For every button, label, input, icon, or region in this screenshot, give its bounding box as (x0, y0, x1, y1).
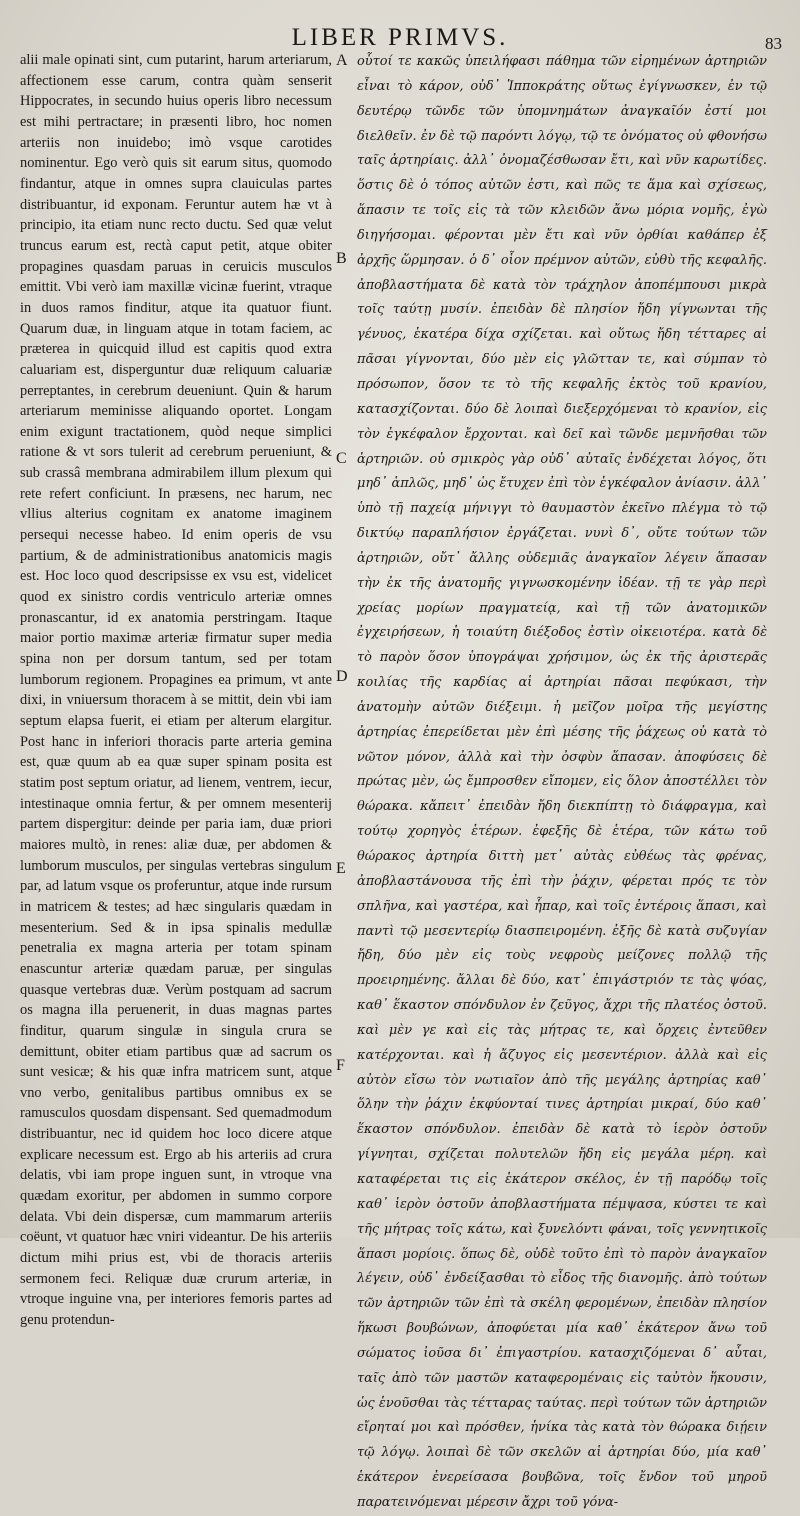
section-marker-a: A (336, 52, 348, 69)
page-number: 83 (765, 34, 782, 53)
greek-text: οὗτοί τε κακῶς ὑπειλήφασι πάθημα τῶν εἰρημένων ἀρτηριῶν εἶναι τὸ κάρον, οὐδ᾽ Ἱπποκράτης οὕτως ἐγίγνωσκεν, ἐν τῷ δευτέρῳ τῶνδε τῶν ὑπομνημάτων ἀναγκαῖόν ἐστί μοι διελθεῖν. ἐν δὲ τῷ παρόντι λόγῳ, τῷ τε ὀνόματος οὐ φθονήσω ταῖς ἀρτηρίαις. ἀλλ᾽ ὀνομαζέσθωσαν ἔτι, καὶ νῦν καρωτίδες. ὅστις δὲ ὁ τόπος αὐτῶν ἐστι, καὶ πῶς τε ἅμα καὶ σχίσεως, ἅπασιν τε τοῖς εἰς τὰ τῶν κλειδῶν ἄνω μόρια νομῆς, ἐγὼ διηγήσομαι. φέρονται μὲν ἔτι καὶ νῦν ὀρθίαι καθάπερ ἐξ ἀρχῆς ὥρμησαν. ὁ δ᾽ οἷον πρέμνον αὐτῶν, εὐθὺ τῆς κεφαλῆς. ἀποβλαστήματα δὲ κατὰ τὸν τράχηλον ἀποπέμπουσι μικρὰ τοῖς ταύτῃ μυσίν. ἐπειδὰν δὲ πλησίον ἤδη γίγνωνται τῆς γένυος, ἑκατέρα δίχα σχίζεται. καὶ οὕτως ἤδη τέτταρες αἱ πᾶσαι γίγνονται, δύο μὲν εἰς γλῶτταν τε, καὶ σύμπαν τὸ πρόσωπον, ὅσον τε τὸ τῆς κεφαλῆς ἐκτὸς τοῦ κρανίου, κατασχίζονται. δύο δὲ λοιπαὶ διεξερχόμεναι τὸ κρανίον, εἰς τὸν ἐγκέφαλον ἔρχονται. καὶ δεῖ καὶ τῶνδε μεμνῆσθαι τῶν ἀρτηριῶν. οὐ σμικρὸς γὰρ οὐδ᾽ αὐταῖς ἐνδέχεται λόγος, ὅτι μηδ᾽ ἁπλῶς, μηδ᾽ ὡς ἔτυχεν ἐπὶ τὸν ἐγκέφαλον ἀνίασιν. ἀλλ᾽ ὑπὸ τῇ παχείᾳ μήνιγγι τὸ θαυμαστὸν ἐκεῖνο πλέγμα τὸ τῷ δικτύῳ παραπλήσιον ἐργάζεται. νυνὶ δ᾽, οὔτε τούτων τῶν ἀρτηριῶν, οὔτ᾽ ἄλλης οὐδεμιᾶς ἀναγκαῖον λέγειν ἅπασαν τὴν ἐκ τῆς ἀνατομῆς γιγνωσκομένην ἰδέαν. τῇ τε γὰρ περὶ χρείας μορίων πραγματείᾳ, καὶ τῇ τῶν ἀνατομικῶν ἐγχειρήσεων, ἡ τοιαύτη διέξοδος ἐστὶν οἰκειοτέρα. κατὰ δὲ τὸ παρὸν ὅσον ὑπογράψαι χρήσιμον, ὡς ἐκ τῆς ἀριστερᾶς κοιλίας τῆς καρδίας αἱ ἀρτηρίαι πᾶσαι πεφύκασι, τὴν ἀνατομὴν αὐτῶν διέξειμι. ἡ μεῖζον μοῖρα τῆς μεγίστης ἀρτηρίας ἐπερείδεται μὲν ἐπὶ μέσης τῆς ῥάχεως οὐ κατὰ τὸ νῶτον μόνον, ἀλλὰ καὶ τὴν ὀσφὺν ἅπασαν. ἀποφύσεις δὲ πρώτας μὲν, ὡς ἔμπροσθεν εἴπομεν, εἰς ὅλον ἀποστέλλει τὸν θώρακα. κἄπειτ᾽ ἐπειδὰν ἤδη διεκπίπτῃ τὸ διάφραγμα, καὶ τούτῳ χορηγὸς ἑτέρων. ἐφεξῆς δὲ ἑτέρα, τῶν κάτω τοῦ θώρακος ἀρτηρία διττὴ μετ᾽ αὐτὰς εὐθέως τὰς φρένας, ἀποβλαστάνουσα τῆς ἐπὶ τὴν ῥάχιν, φέρεται πρός τε τὸν σπλῆνα, καὶ γαστέρα, καὶ ἧπαρ, καὶ τοῖς ἐντέροις ἅπασι, καὶ παντὶ τῷ μεσεντερίῳ διασπειρομένη. ἐξῆς δὲ κατὰ συζυγίαν ἤδη, δύο μὲν εἰς τοὺς νεφροὺς μείζονες πολλῷ τῆς προειρημένης. ἄλλαι δὲ δύο, κατ᾽ ἐπιγάστριόν τε τὰς ψόας, καθ᾽ ἕκαστον σπόνδυλον ἐν ζεῦγος, ἄχρι τῆς πλατέος ὀστοῦ. καὶ μὲν γε καὶ εἰς τὰς μήτρας τε, καὶ ὄρχεις ἐντεῦθεν κατέρχονται. καὶ ἡ ἄζυγος εἰς μεσεντέριον. ἀλλὰ καὶ εἰς αὐτὸν εἴσω τὸν νωτιαῖον ἀπὸ τῆς μεγάλης ἀρτηρίας καθ᾽ ὅλην τὴν ῥάχιν ἐκφύονταί τινες ἀρτηρίαι μικραί, δύο καθ᾽ ἕκαστον σπόνδυλον. ἐπειδὰν δὲ κατὰ τὸ ἱερὸν ὀστοῦν γίγνηται, σχίζεται πολυτελῶν ἤδη εἰς μεγάλα μέρη. καὶ καταφέρεται τις εἰς ἑκάτερον σκέλος, ἐν τῇ παρόδῳ τοῖς καθ᾽ ἱερὸν ὀστοῦν ἀποβλαστήματα πέμψασα, κύστει τε καὶ τῆς μήτρας τοῖς κάτω, καὶ ξυνελόντι φάναι, τοῖς γεννητικοῖς ἅπασι μορίοις. ὅπως δὲ, οὐδὲ τοῦτο ἐπὶ τὸ παρὸν ἀναγκαῖον λέγειν, οὐδ᾽ ἐνδείξασθαι τὸ εἶδος τῆς διανομῆς. ἀπὸ τούτων τῶν ἀρτηριῶν τῶν ἐπὶ τὰ σκέλη φερομένων, ἐπειδὰν πλησίον ἥκωσι βουβώνων, ἀποφύεται μία καθ᾽ ἑκάτερον ἄνω τοῦ σώματος ἰοῦσα δι᾽ ἐπιγαστρίου. κατασχιζόμεναι δ᾽ αὗται, ταῖς ἀπὸ τῶν μαστῶν καταφερομέναις εἰς ταὐτὸν ἥκουσιν, ὡς ἑνοῦσθαι τὰς τέτταρας ταύτας. περὶ τούτων τῶν ἀρτηριῶν εἴρηταί μοι καὶ πρόσθεν, ἡνίκα τὰς κατὰ τὸν θώρακα διῄειν τῷ λόγῳ. λοιπαὶ δὲ τῶν σκελῶν αἱ ἀρτηρίαι δύο, μία καθ᾽ ἑκάτερον ἐνερείσασα βουβῶνα, τοῖς ἔνδον τοῦ μηροῦ παρατεινόμεναι μέρεσιν ἄχρι τοῦ γόνα- (357, 54, 767, 1510)
latin-column (20, 50, 332, 1331)
section-marker-b: B (336, 250, 347, 267)
running-title: LIBER PRIMVS. (291, 24, 509, 51)
section-marker-f: F (336, 1057, 345, 1074)
section-marker-c: C (336, 450, 347, 467)
greek-column (357, 50, 767, 1516)
latin-text: alii male opinati sint, cum putarint, harum arteriarum, affectionem esse carum, contra quàm senserit Hippocrates, in secundo huius operis libro necessum est mihi pertractare; in præsenti libro, hoc nomen arteriis non inuidebo; imò vsque carotides nominentur. Ego verò quis sit earum situs, quomodo findantur, atque in omnes supra clauiculas partes distribuantur, id exponam. Feruntur autem hæ vt à principio, ita etiam nunc recto ductu. Sed quæ velut truncus earum est, rectà caput petit, atque obiter propagines quasdam paruas in ceruicis musculos emittit. Vbi verò iam maxillæ vicinæ fuerint, vtraque in duos ramos finditur, atque ita quatuor fiunt. Quarum duæ, in linguam atque in totam faciem, ac præterea in quicquid illud est capitis quod extra caluariam est, disperguntur duæ reliquum caluariæ perreptantes, in cerebrum deueniunt. Quin & harum arteriarum meminisse aliquando oportet. Longam enim exigunt tractationem, quòd neque simplici ratione & vt sors tulerit ad cerebrum perueniunt, & sub crassâ membrana admirabilem illum plexum qui rete refert conficiunt. In præsens, nec harum, nec vllius alterius cognitam ex anatome imaginem persequi necesse habeo. Id enim operis de vsu partium, & de administrationibus anatomicis magis est. Hoc loco quod descripsisse ex vsu est, videlicet quod ex sinistro cordis ventriculo arteriæ omnes pronascantur, id ex anatomia perstringam. Itaque maior portio maximæ arteriæ firmatur super media spina non per dorsum tantum, sed per totam lumborum regionem. Propagines ea primum, vt ante dixi, in vniuersum thoracem à se mittit, dein vbi iam septum elapsa fuerit, ei etiam per alterum elargitur. Post hanc in inferiori thoracis parte arteria gemina est, quæ quum ab ea quæ super spinam posita est statim post septum oriatur, ad lienem, ventrem, iecur, intestinaque omnia fertur, & per omnem mesenterij partem dispergitur: deinde per paria iam, duæ priori maiores multò, in renes: aliæ duæ, per abdomen & lumborum musculos, per singulas vertebras singulum par, ad latum vsque os proferuntur, atque inde rursum in matricem & testes; ad hæc singularis quædam in mesenterium. Sed & in ipsa spinalis medullæ penetralia ex magna arteria per totam spinam enascuntur arteriæ quædam paruæ, per singulas quasque vertebras duæ. Verùm postquam ad sacrum os magna illa peruenerit, in duas magnas partes finditur, quarum singulæ in singula crura se demittunt, obiter etiam partibus quæ ad sacrum os sunt vesicæ; & his quæ infra matricem sunt, atque vno verbo, genitalibus partibus omnibus ex se ramusculos quosdam dispensant. Sed quemadmodum distribuantur, nec id quidem hoc loco dicere atque explicare necessum est. Ergo ab his arteriis ad crura delatis, vbi iam prope inguen sunt, in vtroque vna quædam exoritur, per abdomen in summo corpore delata. Vbi dein dispersæ, cum mammarum arteriis coëunt, vt quatuor hæc vniri videantur. De his arteriis dictum mihi prius est, vbi de thoracis arteriis sermonem feci. Reliquæ duæ crurum arteriæ, in vtroque inguine vna, per interiores femoris partes ad genu protendun- (20, 52, 332, 1329)
section-marker-e: E (336, 860, 346, 877)
section-marker-d: D (336, 668, 348, 685)
